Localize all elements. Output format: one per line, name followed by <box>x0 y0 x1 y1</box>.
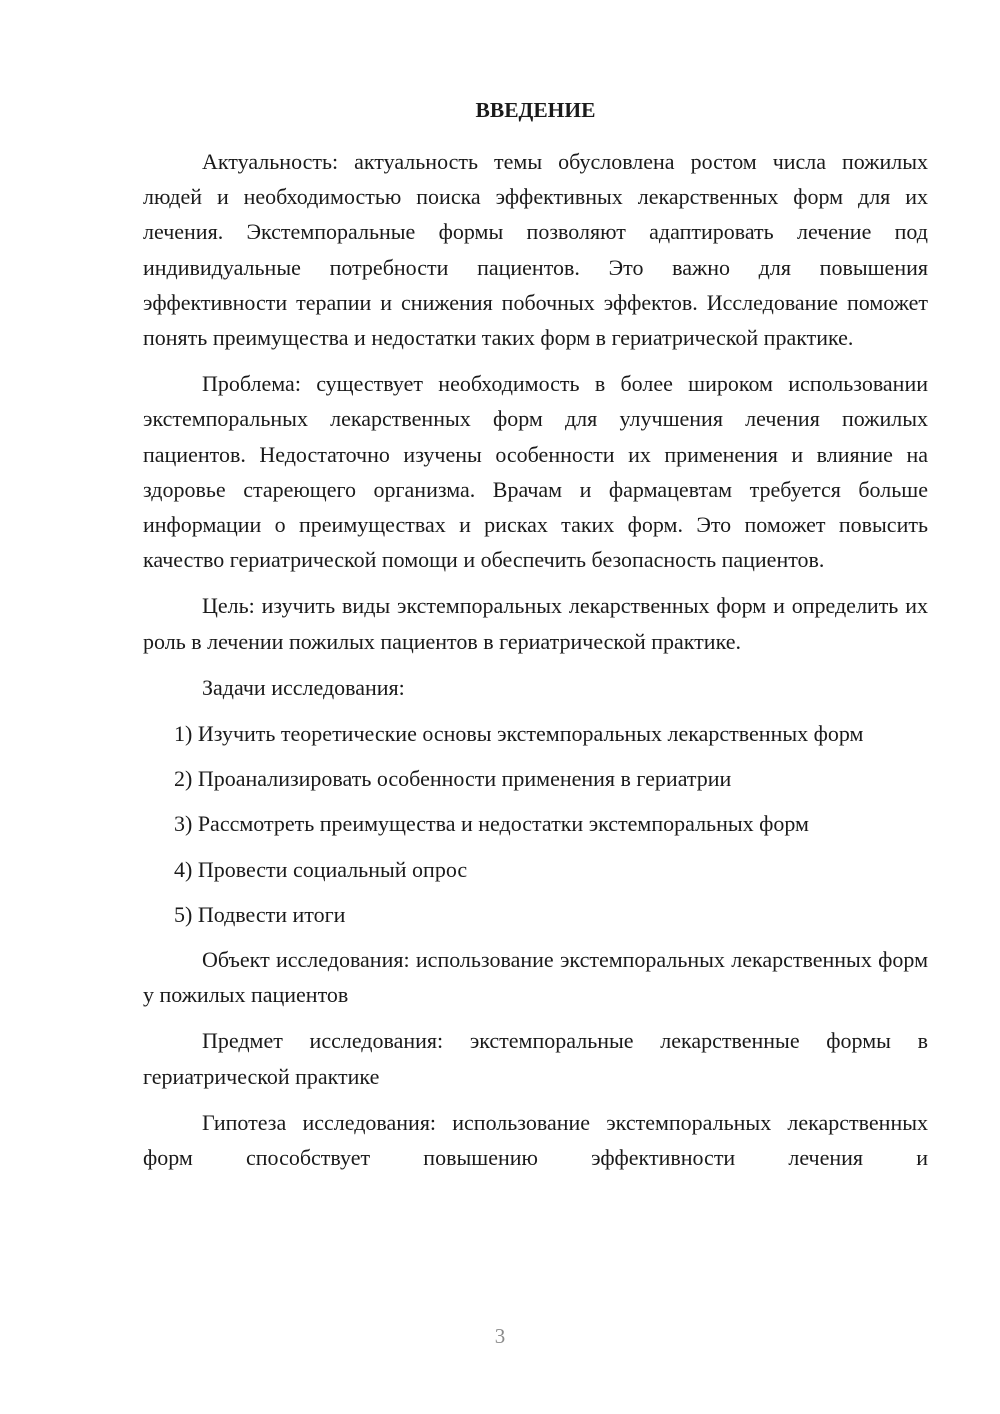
task-item-2: 2) Проанализировать особенности применения в гериатрии <box>174 766 732 792</box>
task-item-5: 5) Подвести итоги <box>174 901 346 927</box>
paragraph-goal: Цель: изучить виды экстемпоральных лекарственных форм и определить их роль в лечении пожилых пациентов в гериатрической практике. <box>143 593 928 654</box>
task-item-3: 3) Рассмотреть преимущества и недостатки экстемпоральных форм <box>174 811 809 837</box>
paragraph-subject: Предмет исследования: экстемпоральные лекарственные формы в гериатрической практике <box>143 1028 928 1089</box>
document-page <box>143 94 928 1185</box>
page-number: 3 <box>494 1324 506 1348</box>
paragraph-relevance: Актуальность: актуальность темы обусловлена ростом числа пожилых людей и необходимостью поиска эффективных лекарственных форм для их лечения. Экстемпоральные формы позволяют адаптировать лечение под индивидуальные потребности пациентов. Это важно для повышения эффективности терапии и снижения побочных эффектов. Исследование поможет понять преимущества и недостатки таких форм в гериатрической практике. <box>143 149 928 351</box>
paragraph-object: Объект исследования: использование экстемпоральных лекарственных форм у пожилых пациентов <box>143 947 928 1008</box>
paragraph-problem: Проблема: существует необходимость в более широком использовании экстемпоральных лекарственных форм для улучшения лечения пожилых пациентов. Недостаточно изучены особенности их применения и влияние на здоровье стареющего организма. Врачам и фармацевтам требуется больше информации о преимуществах и рисках таких форм. Это поможет повысить качество гериатрической помощи и обеспечить безопасность пациентов. <box>143 371 928 573</box>
task-item-1: 1) Изучить теоретические основы экстемпоральных лекарственных форм <box>174 721 864 747</box>
paragraph-hypothesis: Гипотеза исследования: использование экстемпоральных лекарственных форм способствует повышению эффективности лечения и <box>143 1109 928 1171</box>
tasks-heading: Задачи исследования: <box>202 674 405 700</box>
section-title: ВВЕДЕНИЕ <box>475 98 596 122</box>
task-item-4: 4) Провести социальный опрос <box>174 856 468 882</box>
